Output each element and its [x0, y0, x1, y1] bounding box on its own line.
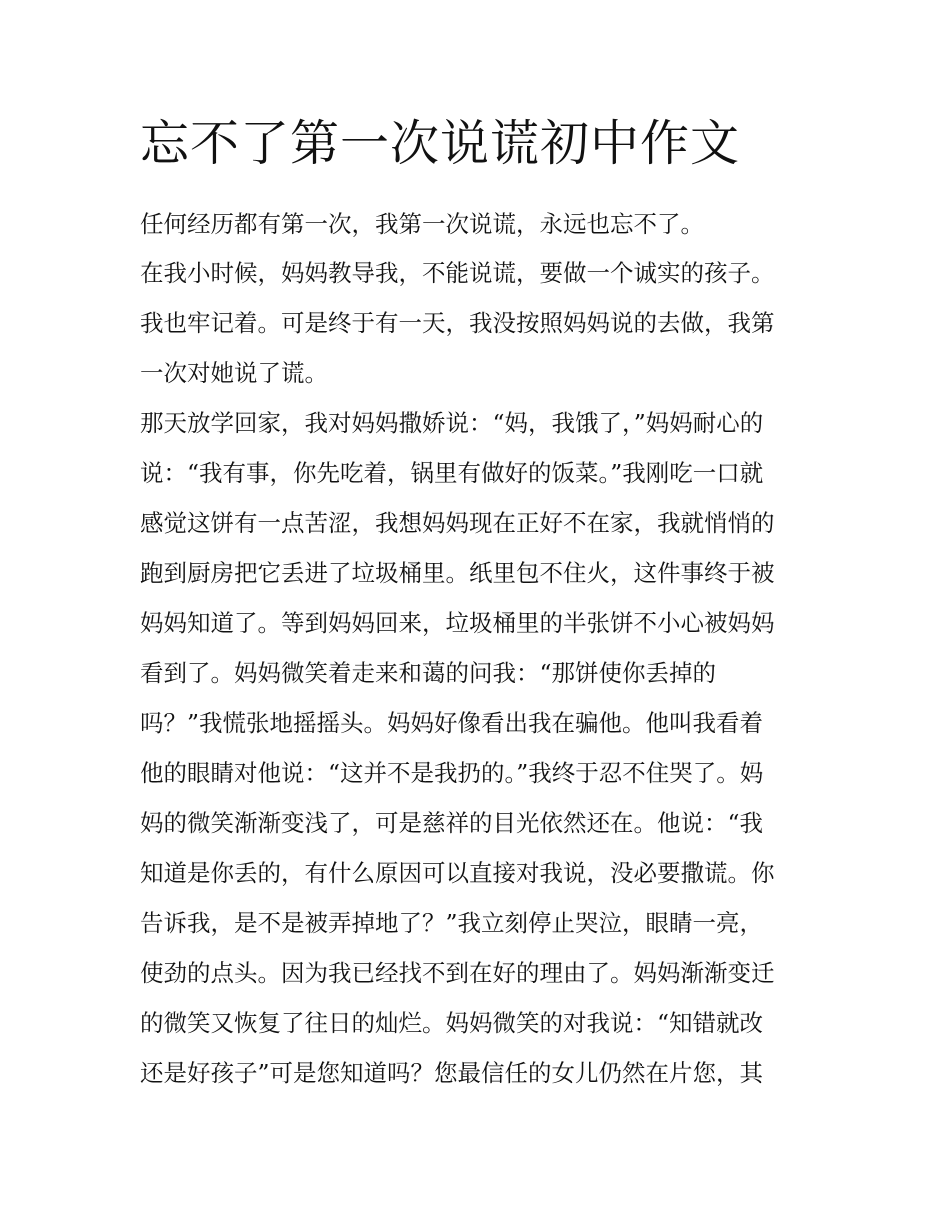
paragraph-3	[140, 398, 820, 1098]
paragraph-2	[140, 248, 820, 398]
paragraph-1	[140, 200, 820, 248]
text-line: 他的眼睛对他说：“这并不是我扔的。”我终于忍不住哭了。妈	[140, 759, 764, 787]
text-line: 说：“我有事，你先吃着，锅里有做好的饭菜。”我刚吃一口就	[140, 459, 764, 487]
document-title: 忘不了第一次说谎初中作文	[140, 115, 741, 172]
text-line: 一次对她说了谎。	[140, 359, 328, 387]
text-line: 还是好孩子”可是您知道吗？您最信任的女儿仍然在片您，其	[140, 1059, 764, 1087]
text-line: 告诉我，是不是被弄掉地了？”我立刻停止哭泣，眼睛一亮，	[140, 909, 764, 937]
text-line: 妈妈知道了。等到妈妈回来，垃圾桶里的半张饼不小心被妈妈	[140, 609, 775, 637]
text-line: 使劲的点头。因为我已经找不到在好的理由了。妈妈渐渐变迁	[140, 959, 775, 987]
text-line: 吗？”我慌张地摇摇头。妈妈好像看出我在骗他。他叫我看着	[140, 709, 764, 737]
text-line: 在我小时候，妈妈教导我，不能说谎，要做一个诚实的孩子。	[140, 259, 775, 287]
document-page	[140, 110, 820, 1098]
text-line: 我也牢记着。可是终于有一天，我没按照妈妈说的去做，我第	[140, 309, 775, 337]
text-line: 知道是你丢的，有什么原因可以直接对我说，没必要撒谎。你	[140, 859, 775, 887]
text-line: 跑到厨房把它丢进了垃圾桶里。纸里包不住火，这件事终于被	[140, 559, 775, 587]
text-line: 妈的微笑渐渐变浅了，可是慈祥的目光依然还在。他说：“我	[140, 809, 764, 837]
text-line: 看到了。妈妈微笑着走来和蔼的问我：“那饼使你丢掉的	[140, 659, 717, 687]
text-line: 感觉这饼有一点苦涩，我想妈妈现在正好不在家，我就悄悄的	[140, 509, 775, 537]
text-line: 那天放学回家，我对妈妈撒娇说：“妈，我饿了，”妈妈耐心的	[140, 409, 764, 437]
text-line: 任何经历都有第一次，我第一次说谎，永远也忘不了。	[140, 210, 704, 238]
text-line: 的微笑又恢复了往日的灿烂。妈妈微笑的对我说：“知错就改	[140, 1009, 764, 1037]
